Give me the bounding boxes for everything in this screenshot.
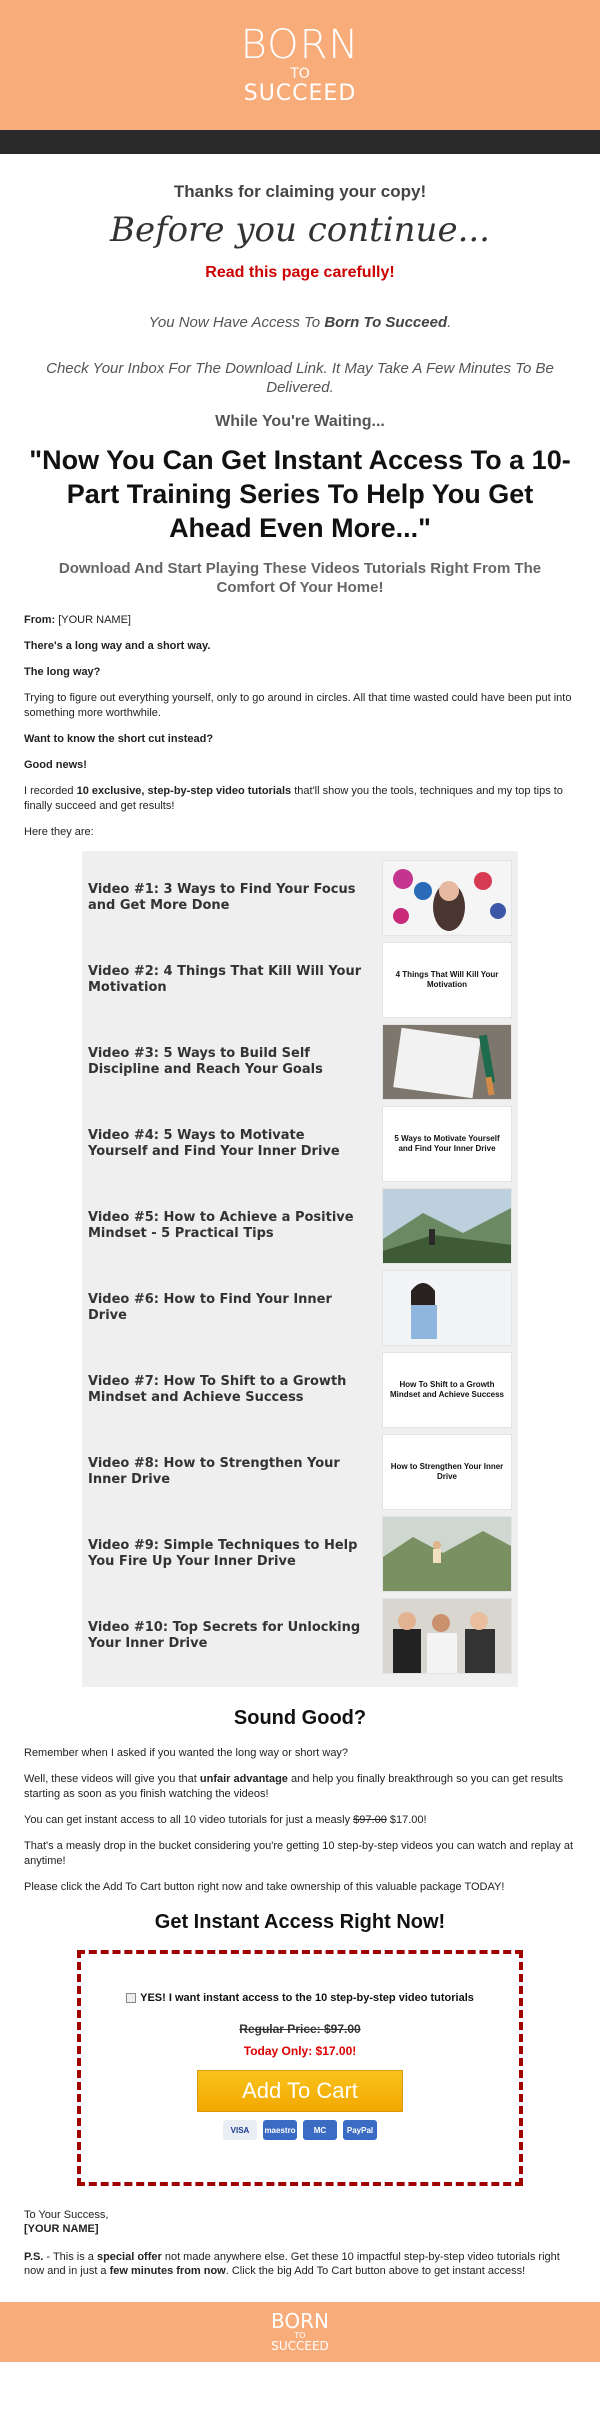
get-instant-heading: Get Instant Access Right Now! <box>154 1911 446 1933</box>
waiting-text: While You're Waiting... <box>215 413 385 430</box>
sound-good-p2: Well, these videos will give you that unfair advantage and help you finally breakthrough so you can get results starting as soon as you finish watching the videos! <box>24 1773 564 1800</box>
regular-price: Regular Price: $97.00 <box>239 2022 361 2036</box>
video-thumbnail <box>382 1024 512 1100</box>
footer-logo-born: BORN <box>271 2309 329 2333</box>
footer-logo-succeed: SUCCEED <box>271 2339 329 2353</box>
order-box <box>77 1950 523 2186</box>
video-row <box>88 1513 512 1595</box>
video-title: Video #7: How To Shift to a Growth Mindset and Achieve Success <box>88 1374 347 1405</box>
add-to-cart-button[interactable]: Add To Cart <box>197 2070 403 2112</box>
header-banner <box>0 0 600 130</box>
letter-p2: The long way? <box>24 666 101 678</box>
letter-p3: Trying to figure out everything yourself, only to go around in circles. All that time wasted could have been put into something more worthwhile. <box>24 692 572 719</box>
letter-p6: I recorded 10 exclusive, step-by-step video tutorials that'll show you the tools, techniques and my top tips to finally succeed and get results! <box>24 785 563 812</box>
letter-p5: Good news! <box>24 759 87 771</box>
logo-born: BORN <box>240 22 360 68</box>
before-heading: Before you continue... <box>109 210 490 250</box>
sound-good-p1: Remember when I asked if you wanted the long way or short way? <box>24 1747 349 1759</box>
product-name: Born To Succeed <box>324 314 448 331</box>
closing-section <box>24 2208 576 2278</box>
video-thumbnail <box>382 1188 512 1264</box>
video-thumbnail: How to Strengthen Your Inner Drive <box>382 1434 512 1510</box>
video-thumbnail <box>382 1598 512 1674</box>
signoff: To Your Success, [YOUR NAME] <box>24 2209 109 2235</box>
inbox-text: Check Your Inbox For The Download Link. It May Take A Few Minutes To Be Delivered. <box>46 360 554 396</box>
payment-card-icon: VISA <box>223 2120 257 2140</box>
logo-succeed: SUCCEED <box>243 81 357 106</box>
letter-p1: There's a long way and a short way. <box>24 640 211 652</box>
video-thumbnail <box>382 1270 512 1346</box>
video-title: Video #1: 3 Ways to Find Your Focus and Get More Done <box>88 882 356 913</box>
video-title: Video #8: How to Strengthen Your Inner Drive <box>88 1456 340 1487</box>
video-row <box>88 1267 512 1349</box>
video-row <box>88 1103 512 1185</box>
video-row <box>88 1021 512 1103</box>
sound-good-heading: Sound Good? <box>233 1707 367 1729</box>
video-thumbnail <box>382 1516 512 1592</box>
access-text: You Now Have Access To Born To Succeed. <box>148 314 452 331</box>
payment-card-icon: PayPal <box>343 2120 377 2140</box>
sound-good-p4: That's a measly drop in the bucket considering you're getting 10 step-by-step videos you can watch and replay at anytime! <box>24 1840 574 1867</box>
letter-p7: Here they are: <box>24 826 94 838</box>
subheadline: Download And Start Playing These Videos Tutorials Right From The Comfort Of Your Home! <box>58 560 542 596</box>
from-line: From: [YOUR NAME] <box>24 614 131 626</box>
video-row <box>88 1185 512 1267</box>
sound-good-p5: Please click the Add To Cart button right now and take ownership of this valuable package TODAY! <box>24 1881 505 1893</box>
payment-card-icon: MC <box>303 2120 337 2140</box>
footer-logo-to: TO <box>294 2331 306 2340</box>
main-headline: "Now You Can Get Instant Access To a 10-Part Training Series To Help You Get Ahead Even More..." <box>29 445 571 543</box>
video-row <box>88 1431 512 1513</box>
video-title: Video #10: Top Secrets for Unlocking Your Inner Drive <box>88 1620 361 1651</box>
footer-banner <box>0 2302 600 2362</box>
video-thumbnail <box>382 860 512 936</box>
thanks-text: Thanks for claiming your copy! <box>173 182 427 201</box>
order-checkbox-row[interactable] <box>126 1992 474 2004</box>
video-title: Video #9: Simple Techniques to Help You Fire Up Your Inner Drive <box>88 1538 358 1569</box>
logo-to: TO <box>290 66 310 82</box>
order-checkbox[interactable] <box>126 1993 136 2003</box>
video-thumbnail: 5 Ways to Motivate Yourself and Find Your Inner Drive <box>382 1106 512 1182</box>
video-list <box>82 851 518 1687</box>
read-carefully-text: Read this page carefully! <box>205 264 395 281</box>
payment-cards <box>223 2120 377 2140</box>
order-checkbox-label[interactable]: YES! I want instant access to the 10 step-by-step video tutorials <box>140 1992 474 2004</box>
video-row <box>88 1595 512 1677</box>
today-price: Today Only: $17.00! <box>243 2044 357 2058</box>
video-title: Video #4: 5 Ways to Motivate Yourself and Find Your Inner Drive <box>88 1128 340 1159</box>
video-row <box>88 1349 512 1431</box>
payment-card-icon: maestro <box>263 2120 297 2140</box>
letter-p4: Want to know the short cut instead? <box>24 733 214 745</box>
video-title: Video #6: How to Find Your Inner Drive <box>88 1292 332 1323</box>
video-title: Video #2: 4 Things That Kill Will Your Motivation <box>88 964 362 995</box>
video-row <box>88 939 512 1021</box>
video-thumbnail: 4 Things That Will Kill Your Motivation <box>382 942 512 1018</box>
video-row <box>88 857 512 939</box>
letter-body <box>24 613 576 840</box>
video-thumbnail: How To Shift to a Growth Mindset and Achieve Success <box>382 1352 512 1428</box>
main-content <box>0 182 600 2278</box>
video-title: Video #3: 5 Ways to Build Self Discipline and Reach Your Goals <box>88 1046 323 1077</box>
video-title: Video #5: How to Achieve a Positive Mindset - 5 Practical Tips <box>88 1210 354 1241</box>
ps-text: P.S. - This is a special offer not made anywhere else. Get these 10 impactful step-by-step video tutorials right now and in just a few minutes from now. Click the big Add To Cart button above to get instant access! <box>24 2251 560 2277</box>
sound-good-p3: You can get instant access to all 10 video tutorials for just a measly $97.00 $17.00! <box>24 1814 427 1826</box>
sound-good-body <box>24 1746 576 1895</box>
header-divider <box>0 130 600 154</box>
